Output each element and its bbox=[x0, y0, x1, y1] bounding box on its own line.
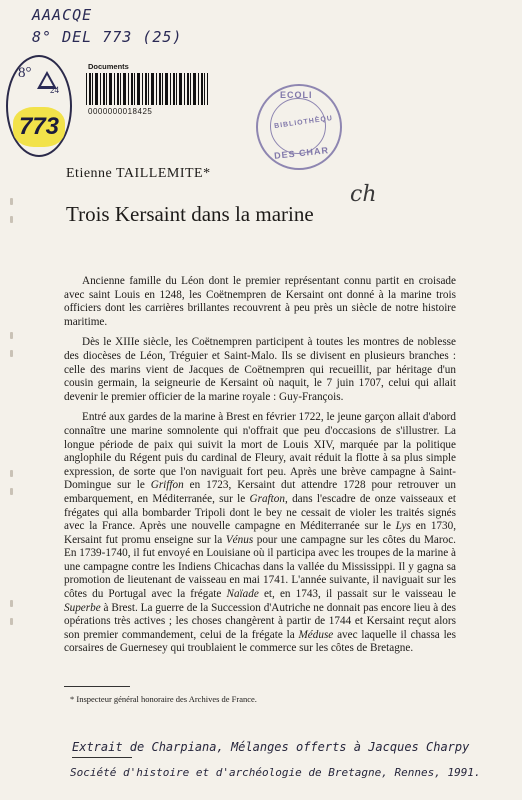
article-title: Trois Kersaint dans la marine bbox=[66, 202, 314, 226]
ship-name: Grafton bbox=[249, 492, 285, 505]
stamp-text-top: ECOLI bbox=[280, 90, 313, 100]
paragraph: Dès le XIIIe siècle, les Coëtnempren participent à toutes les montres de noblesse des diocèses de Léon, Tréguier et Saint-Malo. Ils se divisent en plusieurs branches : celle des marins vient de Jacques de Coëtnempren qui recueillit, par héritage d'un cousin germain, la seigneurie de Kersaint où naquit, le 7 juin 1707, celui qui allait devenir le premier officier de la marine royale : Guy-François. bbox=[64, 336, 456, 403]
perforation bbox=[10, 198, 13, 205]
stamp-text-bottom: DES CHAR bbox=[273, 145, 330, 161]
ship-name: Lys bbox=[395, 520, 411, 533]
label-format: 8° bbox=[18, 65, 32, 81]
stamp-text-inner: BIBLIOTHÈQU bbox=[273, 114, 334, 131]
label-subnumber: 24 bbox=[50, 85, 59, 95]
author-name: Etienne TAILLEMITE* bbox=[66, 166, 211, 181]
paragraph: Entré aux gardes de la marine à Brest en février 1722, le jeune garçon allait d'abord connaître une marine somnolente qui n'offrait que peu d'occasions de s'illustrer. La longue période de paix qui suivit la mort de Louis XIV, marquée par la politique anglophile du Régent puis du cardinal de Fleury, avait réduit la flotte à sa plus simple expression, de sorte que l'on naviguait fort peu. Après une brève campagne à Saint-Domingue sur le Griffon en 1723, Kersaint dut attendre 1728 pour retrouver un embarquement, en Méditerranée, sur le Grafton, dans l'escadre de onze vaisseaux et frégates qui alla bombarder Tripoli dont le bey ne cessait de violer les traités signés avec la France. Après une nouvelle campagne en Méditerranée sur le Lys en 1730, Kersaint fut promu enseigne sur la Vénus pour une campagne sur les côtes du Maroc. En 1739-1740, il fut envoyé en Louisiane où il participa avec les troupes de la marine à une campagne contre les Indiens Chicachas dans la vallée du Mississippi. Il y gagna sa promotion de lieutenant de vaisseau en mai 1741. L'année suivante, il naviguait sur les côtes du Portugal avec la frégate Naïade et, en 1743, il passait sur le vaisseau le Superbe à Brest. La guerre de la Succession d'Autriche ne donnait pas encore lieu à des opérations très actives ; les choses changèrent à partir de 1744 et Kersaint reçut alors son premier commandement, celui de la frégate la Méduse avec laquelle il chassa les corsaires de Guernesey qui troublaient le commerce sur les côtes de Bretagne. bbox=[64, 411, 457, 655]
perforation bbox=[10, 600, 13, 607]
barcode-icon bbox=[86, 73, 208, 105]
footnote: * Inspecteur général honoraire des Archives de France. bbox=[70, 694, 257, 704]
perforation bbox=[10, 470, 13, 477]
footnote-rule bbox=[64, 686, 130, 687]
ship-name: Superbe bbox=[64, 601, 101, 614]
perforation bbox=[10, 350, 13, 357]
ship-name: Vénus bbox=[225, 533, 254, 546]
ship-name: Naïade bbox=[226, 588, 259, 601]
shelfmark-line-2: 8° DEL 773 (25) bbox=[32, 28, 183, 46]
label-number: 773 bbox=[13, 107, 65, 147]
barcode-title: Documents bbox=[88, 62, 129, 71]
perforation bbox=[10, 618, 13, 625]
perforation bbox=[10, 488, 13, 495]
library-label bbox=[6, 55, 72, 157]
underline bbox=[72, 757, 132, 758]
library-stamp bbox=[256, 84, 342, 170]
barcode-block bbox=[86, 62, 208, 116]
barcode-number: 0000000018425 bbox=[88, 107, 153, 116]
perforation bbox=[10, 332, 13, 339]
article-body bbox=[64, 275, 456, 663]
paragraph: Ancienne famille du Léon dont le premier représentant connu partit en croisade avec saint Louis en 1248, les Coëtnempren de Kersaint ont donné à la marine trois officiers dont les carrières brillantes recouvrent à peu près un siècle de notre histoire maritime. bbox=[64, 275, 456, 328]
ship-name: Griffon bbox=[150, 479, 184, 492]
handwritten-source-line-2: Société d'histoire et d'archéologie de Bretagne, Rennes, 1991. bbox=[70, 766, 481, 779]
shelfmark-line-1: AAACQE bbox=[32, 6, 93, 24]
ship-name: Méduse bbox=[298, 628, 334, 641]
handwritten-initials: ch bbox=[350, 182, 377, 207]
handwritten-source-line-1: Extrait de Charpiana, Mélanges offerts à Jacques Charpy bbox=[72, 740, 470, 754]
perforation bbox=[10, 216, 13, 223]
